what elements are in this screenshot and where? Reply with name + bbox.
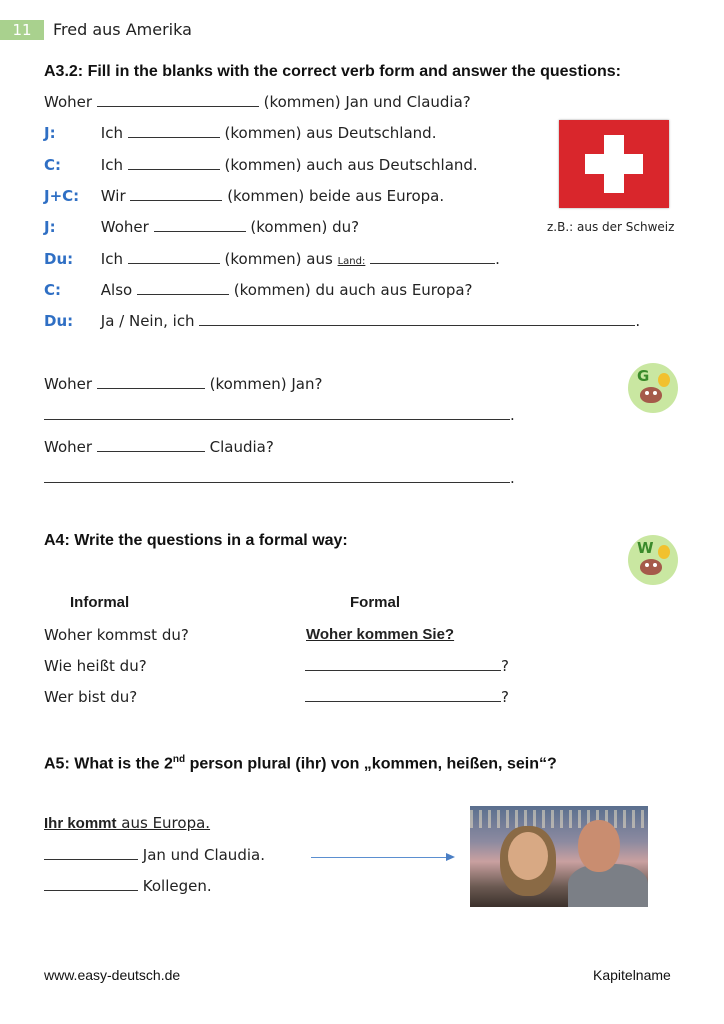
- blank-verb[interactable]: [128, 249, 220, 264]
- dialogue-line-1: [44, 123, 436, 143]
- dialogue-line-6: [44, 280, 473, 300]
- question-before: Woher: [44, 438, 93, 456]
- formal-answer-line: [305, 656, 509, 676]
- a5-line-text: Kollegen.: [142, 877, 212, 895]
- speaker-label: J:: [44, 124, 56, 142]
- informal-question: Woher kommst du?: [44, 626, 189, 644]
- dialogue-line-5: [44, 249, 500, 272]
- brain-icon: [640, 387, 662, 403]
- dialogue-line-2: [44, 155, 478, 175]
- speaker-label: Du:: [44, 312, 74, 330]
- column-header-informal: Informal: [70, 594, 130, 611]
- informal-question: Wie heißt du?: [44, 657, 147, 675]
- brain-icon: [640, 559, 662, 575]
- answer-line-1: [44, 405, 515, 425]
- vocabulary-badge-icon: [628, 535, 678, 585]
- question-mark: ?: [501, 688, 509, 706]
- question-line-1: [44, 374, 322, 394]
- example-rest: aus Europa.: [116, 814, 211, 832]
- dialogue-before: Ich: [100, 156, 123, 174]
- eye: [645, 391, 649, 395]
- informal-question: Wer bist du?: [44, 688, 138, 706]
- photo-person-woman: [508, 832, 548, 880]
- dialogue-before: Also: [100, 281, 133, 299]
- flag-cross-horizontal: [585, 154, 643, 174]
- formal-example: Woher kommen Sie?: [306, 626, 455, 643]
- dialogue-before: Ich: [100, 124, 123, 142]
- speaker-label: Du:: [44, 250, 74, 268]
- blank-verb[interactable]: [128, 123, 220, 138]
- question-mark: ?: [501, 657, 509, 675]
- a32-intro-line: [44, 92, 471, 112]
- blank-verb[interactable]: [128, 155, 220, 170]
- dialogue-after: (kommen) beide aus Europa.: [227, 187, 445, 205]
- a5-heading-superscript: nd: [172, 754, 186, 765]
- blank-formal[interactable]: [305, 656, 501, 671]
- eye: [653, 391, 657, 395]
- blank-formal[interactable]: [305, 687, 501, 702]
- lightbulb-icon: [658, 373, 670, 387]
- swiss-flag-icon: [559, 120, 669, 208]
- blank-verb[interactable]: [154, 217, 246, 232]
- a5-line-1: [44, 845, 265, 865]
- footer-website: www.easy-deutsch.de: [44, 967, 181, 983]
- dialogue-after: (kommen) aus Deutschland.: [224, 124, 437, 142]
- speaker-label: J:: [44, 218, 56, 236]
- badge-letter: G: [637, 367, 650, 385]
- formal-answer-line: [305, 687, 509, 707]
- intro-before: Woher: [44, 93, 93, 111]
- arrow-line: [311, 857, 447, 858]
- example-verb: Ihr kommt: [44, 815, 117, 832]
- a5-heading-start: A5: What is the 2: [44, 755, 173, 773]
- blank-answer[interactable]: [199, 311, 635, 326]
- photo-person-man: [578, 820, 620, 872]
- speaker-label: C:: [44, 156, 62, 174]
- line-end: .: [510, 406, 515, 424]
- speaker-label: J+C:: [44, 187, 80, 205]
- dialogue-before: Woher: [100, 218, 149, 236]
- dialogue-line-7: [44, 311, 640, 331]
- a5-example: [44, 813, 210, 834]
- blank-verb[interactable]: [97, 374, 205, 389]
- blank-intro[interactable]: [97, 92, 259, 107]
- photo-background-lights: [470, 810, 648, 828]
- eye: [645, 563, 649, 567]
- a32-heading: A3.2: Fill in the blanks with the correct verb form and answer the questions:: [44, 63, 621, 80]
- lightbulb-icon: [658, 545, 670, 559]
- page-number: 11: [0, 20, 44, 40]
- line-end: .: [510, 469, 515, 487]
- blank-verb[interactable]: [137, 280, 229, 295]
- dialogue-after: (kommen) du auch aus Europa?: [233, 281, 473, 299]
- dialogue-line-3: [44, 186, 444, 206]
- dialogue-before: Ja / Nein, ich: [100, 312, 195, 330]
- land-label: Land:: [337, 256, 366, 267]
- line-end: .: [635, 312, 641, 330]
- dialogue-after: (kommen) du?: [250, 218, 360, 236]
- arrow-right-icon: [446, 853, 455, 861]
- intro-after: (kommen) Jan und Claudia?: [263, 93, 471, 111]
- photo-person-shirt: [568, 864, 648, 907]
- dialogue-before: Ich: [100, 250, 123, 268]
- a4-heading: A4: Write the questions in a formal way:: [44, 532, 348, 549]
- badge-letter: W: [637, 539, 654, 557]
- question-before: Woher: [44, 375, 93, 393]
- a5-heading-end: person plural (ihr) von „kommen, heißen, sein“?: [185, 755, 557, 773]
- answer-line-2: [44, 468, 515, 488]
- blank-verb[interactable]: [130, 186, 222, 201]
- a5-heading: [44, 750, 557, 774]
- blank-answer[interactable]: [44, 405, 510, 420]
- column-header-formal: Formal: [350, 594, 401, 611]
- blank-verb[interactable]: [44, 845, 138, 860]
- blank-verb[interactable]: [44, 876, 138, 891]
- grammar-badge-icon: [628, 363, 678, 413]
- question-after: (kommen) Jan?: [209, 375, 323, 393]
- dialogue-before: Wir: [100, 187, 126, 205]
- hint-text: z.B.: aus der Schweiz: [547, 220, 675, 234]
- chapter-title: Fred aus Amerika: [53, 20, 192, 39]
- eye: [653, 563, 657, 567]
- blank-answer[interactable]: [44, 468, 510, 483]
- blank-country[interactable]: [370, 249, 495, 264]
- line-end: .: [495, 250, 500, 268]
- footer-chapter-name: Kapitelname: [593, 967, 671, 983]
- question-line-2: [44, 437, 274, 457]
- dialogue-after: (kommen) aus: [224, 250, 333, 268]
- blank-verb[interactable]: [97, 437, 205, 452]
- dialogue-after: (kommen) auch aus Deutschland.: [224, 156, 478, 174]
- couple-photo: [470, 806, 648, 907]
- question-after: Claudia?: [209, 438, 274, 456]
- a5-line-2: [44, 876, 212, 896]
- speaker-label: C:: [44, 281, 62, 299]
- a5-line-text: Jan und Claudia.: [142, 846, 265, 864]
- dialogue-line-4: [44, 217, 359, 237]
